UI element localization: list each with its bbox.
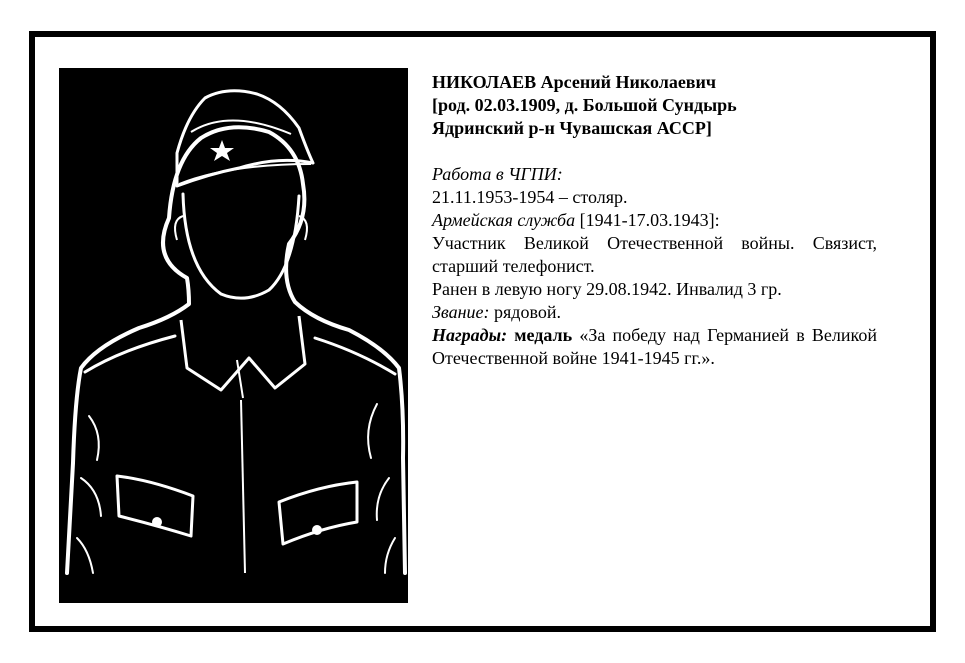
birth-region: Ядринский р-н Чувашская АССР] [432, 118, 712, 138]
soldier-portrait [59, 68, 408, 603]
soldier-silhouette-image [59, 68, 408, 603]
rank-line [432, 301, 877, 324]
service-label: Армейская служба [432, 210, 576, 230]
full-name: НИКОЛАЕВ Арсений Николаевич [432, 72, 717, 92]
service-period: [1941-17.03.1943]: [575, 210, 720, 230]
memorial-card [29, 31, 936, 632]
awards-medal-label: медаль [507, 325, 573, 345]
awards-label: Награды: [432, 325, 508, 345]
section-gap [432, 140, 877, 163]
work-entry: 21.11.1953-1954 – столяр. [432, 187, 628, 207]
awards-text: «За победу над Германией в Великой Отечественной войне 1941-1945 гг.». [432, 325, 877, 368]
service-heading [432, 209, 877, 232]
work-label: Работа в ЧГПИ: [432, 164, 563, 184]
birth-info: [род. 02.03.1909, д. Большой Сундырь [432, 95, 737, 115]
biography-text [432, 71, 877, 370]
awards-line [432, 324, 877, 370]
rank-label: Звание: [432, 302, 490, 322]
service-wound: Ранен в левую ногу 29.08.1942. Инвалид 3 гр. [432, 279, 782, 299]
name-header [432, 71, 877, 140]
service-participation: Участник Великой Отечественной войны. Связист, старший телефонист. [432, 233, 877, 276]
rank-value: рядовой. [489, 302, 561, 322]
